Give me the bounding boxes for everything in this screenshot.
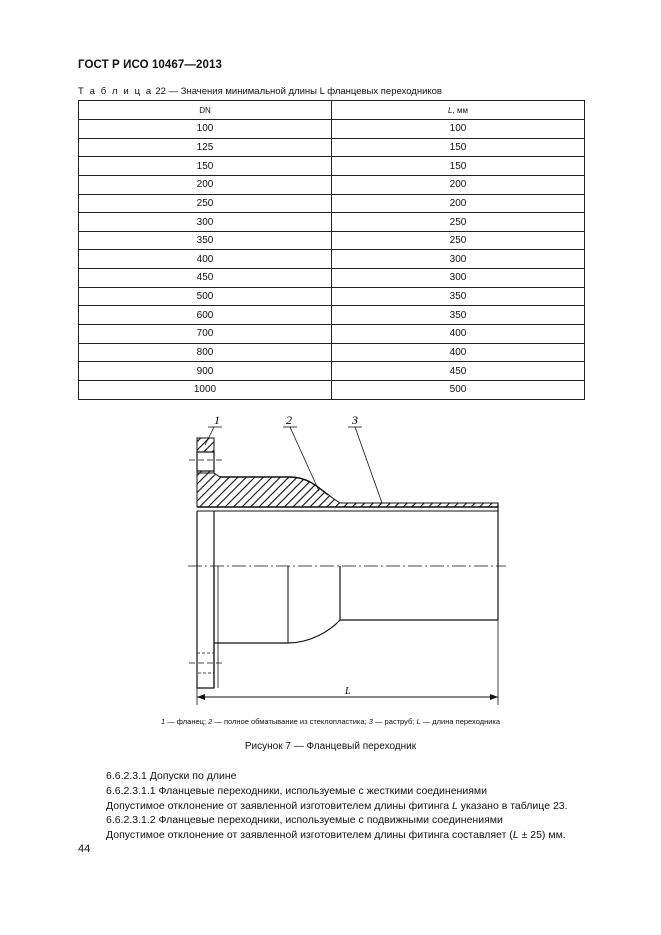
cell-dn: 250	[79, 194, 332, 213]
page-number: 44	[78, 843, 91, 855]
callout-1: 1	[214, 413, 220, 427]
table-caption	[78, 86, 442, 97]
paragraph-rigid-length-symbol: L	[451, 800, 458, 812]
table-row	[79, 157, 585, 176]
cell-dn: 100	[79, 120, 332, 139]
table-header-row	[79, 101, 585, 120]
table-row	[79, 231, 585, 250]
cell-length: 150	[332, 138, 585, 157]
table-row	[79, 120, 585, 139]
cell-length: 350	[332, 306, 585, 325]
paragraph-flexible-length-symbol: L	[512, 829, 519, 841]
cell-length: 250	[332, 231, 585, 250]
table-row	[79, 250, 585, 269]
cell-dn: 600	[79, 306, 332, 325]
column-header-dn: DN	[79, 101, 332, 120]
cell-length: 400	[332, 325, 585, 344]
table-row	[79, 213, 585, 232]
legend-item-3-symbol: 3	[368, 717, 373, 726]
cell-dn: 200	[79, 175, 332, 194]
table-row	[79, 343, 585, 362]
cell-length: 300	[332, 250, 585, 269]
figure-title: Рисунок 7 — Фланцевый переходник	[244, 741, 417, 752]
section-6-6-2-3-1-2: 6.6.2.3.1.2 Фланцевые переходники, используемые с подвижными соединениями	[106, 814, 503, 826]
cell-dn: 400	[79, 250, 332, 269]
table-caption-text: 22 — Значения минимальной длины L фланцевых переходников	[152, 86, 442, 97]
cell-dn: 300	[79, 213, 332, 232]
cell-dn: 500	[79, 287, 332, 306]
legend-item-1-symbol: 1	[160, 717, 166, 726]
dimension-label: L	[345, 686, 351, 697]
paragraph-rigid-text-a: Допустимое отклонение от заявленной изготовителем длины фитинга	[106, 800, 452, 812]
figure-legend	[0, 717, 661, 726]
section-6-6-2-3-1-1: 6.6.2.3.1.1 Фланцевые переходники, используемые с жесткими соединениями	[106, 785, 487, 797]
length-unit: , мм	[452, 105, 468, 115]
legend-item-2-symbol: 2	[208, 717, 213, 726]
cell-dn: 150	[79, 157, 332, 176]
table-row	[79, 380, 585, 399]
cell-length: 150	[332, 157, 585, 176]
legend-item-2-text: — полное обматывание из стеклопластика;	[212, 717, 369, 726]
legend-item-3-text: — раструб;	[372, 717, 417, 726]
wrapping-section	[197, 473, 498, 507]
paragraph-flexible-text-a: Допустимое отклонение от заявленной изготовителем длины фитинга составляет (	[106, 829, 513, 841]
table-caption-word: Т а б л и ц а	[78, 86, 153, 97]
cell-length: 250	[332, 213, 585, 232]
table-row	[79, 306, 585, 325]
callout-3: 3	[352, 413, 358, 427]
table-row	[79, 269, 585, 288]
table-row	[79, 194, 585, 213]
legend-item-4-text: — длина переходника	[420, 717, 501, 726]
section-6-6-2-3-1: 6.6.2.3.1 Допуски по длине	[106, 770, 237, 782]
table-row	[79, 287, 585, 306]
callout-2: 2	[286, 413, 292, 427]
document-header: ГОСТ Р ИСО 10467—2013	[78, 59, 223, 71]
length-table	[78, 100, 585, 400]
flange-adapter-figure	[180, 407, 520, 710]
legend-item-4-symbol: L	[416, 717, 421, 726]
table-row	[79, 138, 585, 157]
cell-length: 200	[332, 194, 585, 213]
cell-dn: 450	[79, 269, 332, 288]
cell-length: 100	[332, 120, 585, 139]
paragraph-rigid-tolerance	[106, 800, 568, 812]
flange-bolt-hole	[197, 452, 214, 471]
table-row	[79, 175, 585, 194]
cell-length: 400	[332, 343, 585, 362]
paragraph-rigid-text-b: указано в таблице 23.	[457, 800, 568, 812]
table-body	[79, 120, 585, 400]
cell-dn: 700	[79, 325, 332, 344]
table-row	[79, 325, 585, 344]
cell-dn: 125	[79, 138, 332, 157]
paragraph-flexible-tolerance	[106, 829, 566, 841]
cell-length: 500	[332, 380, 585, 399]
cell-length: 200	[332, 175, 585, 194]
cell-length: 300	[332, 269, 585, 288]
cell-length: 450	[332, 362, 585, 381]
paragraph-flexible-text-b: ± 25) мм.	[518, 829, 566, 841]
cell-dn: 1000	[79, 380, 332, 399]
lower-body-outline	[197, 511, 214, 688]
table-row	[79, 362, 585, 381]
cell-dn: 900	[79, 362, 332, 381]
legend-item-1-text: — фланец;	[165, 717, 209, 726]
column-header-length	[332, 101, 585, 120]
cell-dn: 800	[79, 343, 332, 362]
cell-length: 350	[332, 287, 585, 306]
length-symbol: L	[448, 105, 453, 115]
cell-dn: 350	[79, 231, 332, 250]
